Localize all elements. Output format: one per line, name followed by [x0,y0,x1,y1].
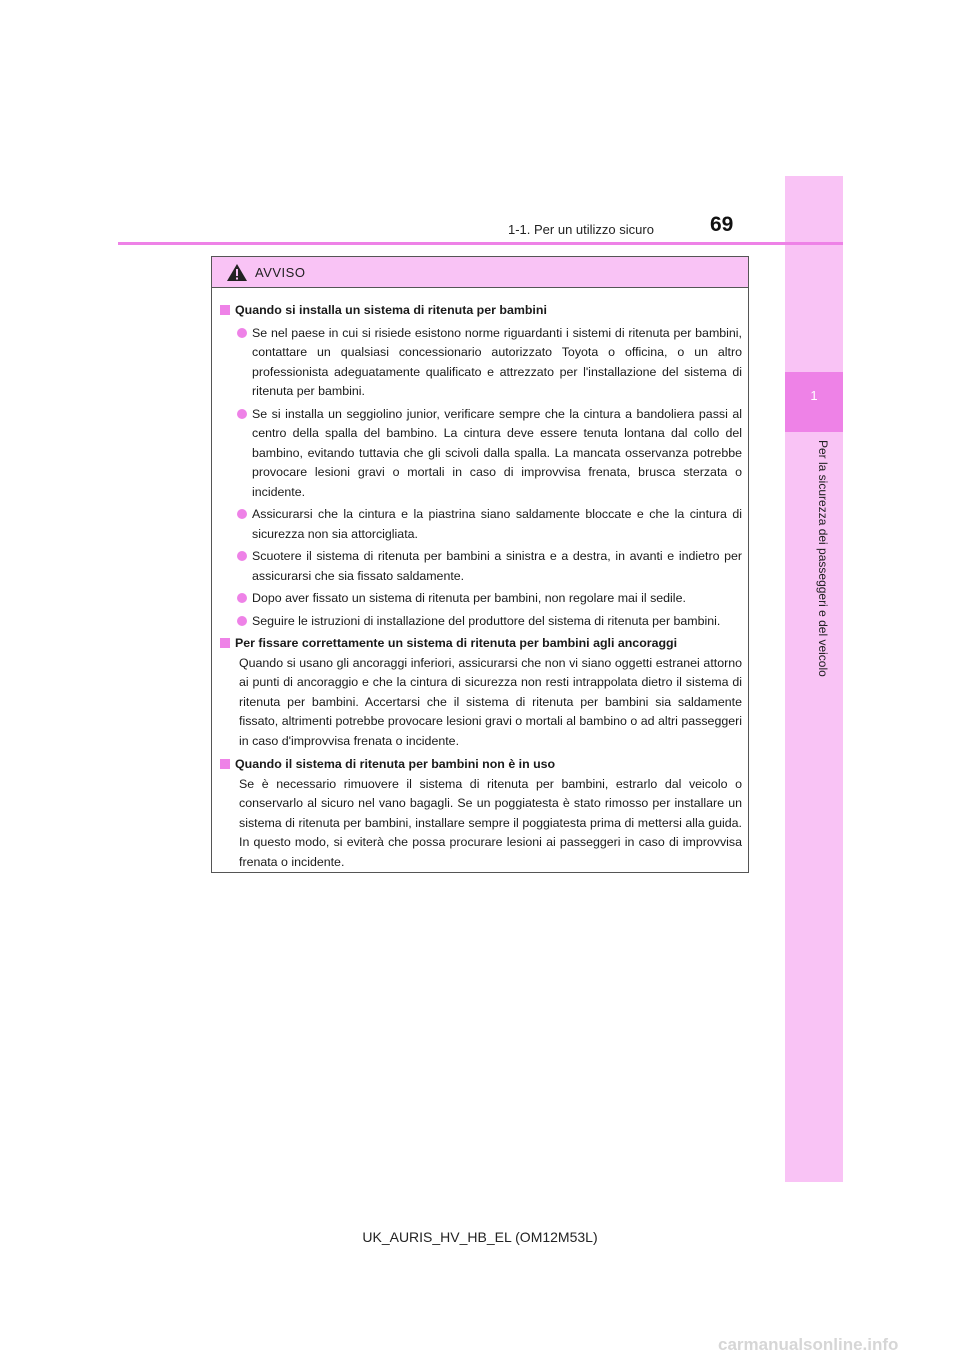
list-item-text: Seguire le istruzioni di installazione del produttore del sistema di ritenuta per bambini. [252,613,721,628]
list-item-text: Assicurarsi che la cintura e la piastrina siano saldamente bloccate e che la cintura di sicurezza non sia attorcigliata. [252,507,742,541]
section-title: 1-1. Per un utilizzo sicuro [508,222,654,237]
warning-triangle-icon [226,263,248,282]
list-item [237,589,742,609]
section-paragraph: Se è necessario rimuovere il sistema di ritenuta per bambini, estrarlo dal veicolo o conservarlo al sicuro nel vano bagagli. Se un poggiatesta è stato rimosso per installare un sistema di ritenuta per bambini, installare sempre il poggiatesta prima di mettersi alla guida. In questo modo, si eviterà che possa procurare lesioni ai passeggeri in caso di improvvisa frenata o incidente. [239,776,742,869]
list-item-text: Scuotere il sistema di ritenuta per bambini a sinistra e a destra, in avanti e indietro per assicurarsi che sia fissato saldamente. [252,549,742,583]
circle-bullet-icon [237,409,247,419]
circle-bullet-icon [237,551,247,561]
watermark: carmanualsonline.info [718,1335,899,1354]
document-id: UK_AURIS_HV_HB_EL (OM12M53L) [362,1229,598,1245]
warning-body [212,288,748,872]
list-item [237,505,742,544]
warning-title: AVVISO [255,264,306,280]
list-item [237,612,742,632]
square-bullet-icon [220,759,230,769]
circle-bullet-icon [237,509,247,519]
section-heading [219,634,742,654]
list-item [237,324,742,402]
header-rule [118,242,843,245]
list-item [237,547,742,586]
page-number: 69 [710,213,734,236]
square-bullet-icon [220,305,230,315]
warning-box [211,256,749,873]
section-heading-text: Quando si installa un sistema di ritenuta per bambini [235,303,547,317]
list-item-text: Dopo aver fissato un sistema di ritenuta per bambini, non regolare mai il sedile. [252,591,686,605]
circle-bullet-icon [237,328,247,338]
section-heading-text: Quando il sistema di ritenuta per bambini non è in uso [235,757,556,771]
section-heading [219,301,742,321]
section-heading-text: Per fissare correttamente un sistema di ritenuta per bambini agli ancoraggi [235,636,678,650]
list-item-text: Se nel paese in cui si risiede esistono norme riguardanti i sistemi di ritenuta per bambini, contattare un qualsiasi concessionario autorizzato Toyota o officina, o un altro professionista adeguatamente qualificato e attrezzato per l'installazione del sistema di ritenuta per bambini. [252,325,742,398]
circle-bullet-icon [237,593,247,603]
chapter-title-vertical: Per la sicurezza dei passeggeri e del veicolo [816,440,830,677]
square-bullet-icon [220,638,230,648]
section-heading [219,755,742,775]
chapter-number: 1 [810,388,818,403]
section-paragraph: Quando si usano gli ancoraggi inferiori, assicurarsi che non vi siano oggetti estranei attorno ai punti di ancoraggio e che la cintura di sicurezza non resti intrappolata dietro il sistema di ritenuta per bambini. Accertarsi che il sistema di ritenuta per bambini sia saldamente fissato, altrimenti potrebbe provocare lesioni gravi o mortali al bambino o ad altri passeggeri in caso d'improvvisa frenata o incidente. [239,655,742,748]
warning-header [212,257,748,288]
circle-bullet-icon [237,616,247,626]
list-item-text: Se si installa un seggiolino junior, verificare sempre che la cintura a bandoliera passi al centro della spalla del bambino. La cintura deve essere tenuta lontana dal collo del bambino, evitando tuttavia che gli scivoli dalla spalla. La mancata osservanza potrebbe provocare lesioni gravi o mortali in caso di improvvisa frenata, brusca sterzata o incidente. [252,406,742,499]
list-item [237,405,742,503]
